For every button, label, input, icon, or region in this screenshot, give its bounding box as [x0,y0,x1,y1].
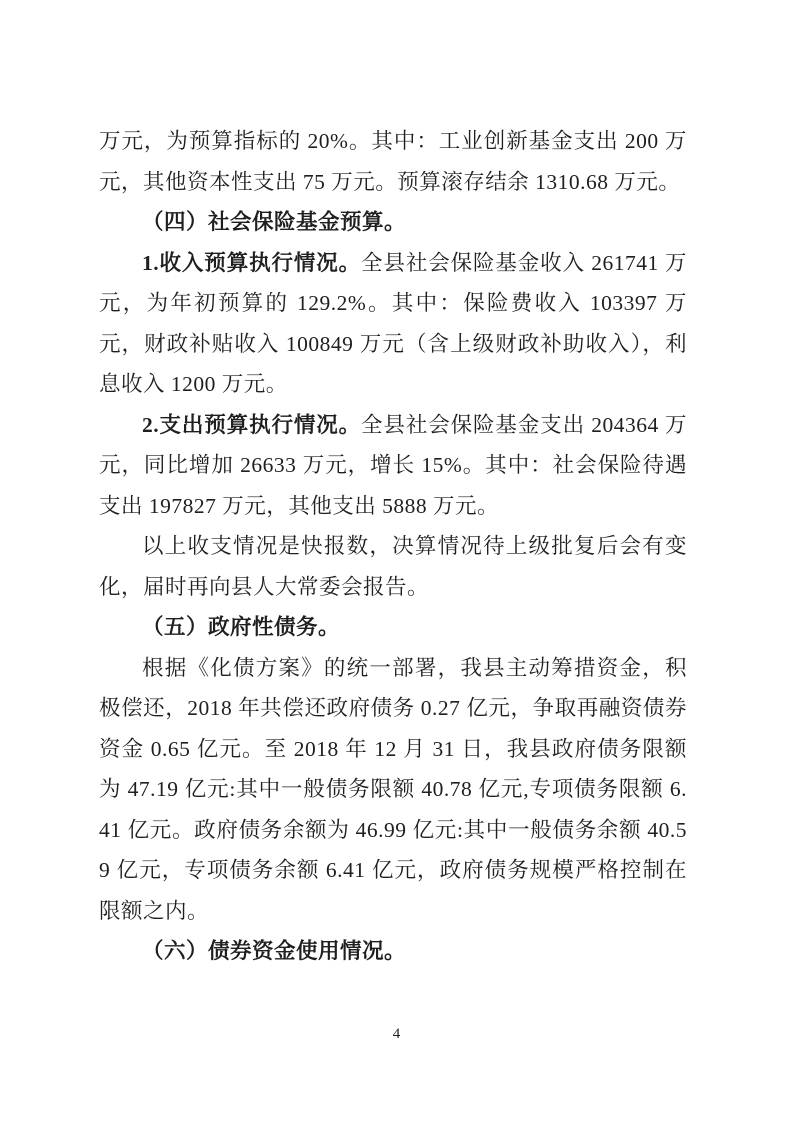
paragraph-expenditure-text: 全县社会保险基金支出 204364 万元，同比增加 26633 万元，增长 15%。其中：社会保险待遇支出 197827 万元，其他支出 5888 万元。 [99,412,687,518]
paragraph-income-text: 全县社会保险基金收入 261741 万元，为年初预算的 129.2%。其中：保险费收入 103397 万元，财政补贴收入 100849 万元（含上级财政补助收入），利息收入 1200 万元。 [99,250,687,396]
paragraph-flash-report-note: 以上收支情况是快报数，决算情况待上级批复后会有变化，届时再向县人大常委会报告。 [99,534,687,599]
paragraph-income-budget-execution [99,243,687,405]
paragraph-fund-budget-continuation: 万元，为预算指标的 20%。其中：工业创新基金支出 200 万元，其他资本性支出 75 万元。预算滚存结余 1310.68 万元。 [99,129,687,194]
page-number: 4 [392,1026,401,1042]
heading-section-five-government-debt: （五）政府性债务。 [142,615,341,639]
heading-section-six-bond-funds: （六）债券资金使用情况。 [142,939,407,963]
document-content [99,121,687,972]
paragraph-expenditure-lead: 2.支出预算执行情况。 [142,412,362,437]
paragraph-government-debt-detail: 根据《化债方案》的统一部署，我县主动筹措资金，积极偿还，2018 年共偿还政府债务 0.27 亿元，争取再融资债券资金 0.65 亿元。至 2018 年 12 月 31 日，我县政府债务限额为 47.19 亿元:其中一般债务限额 40.78 亿元,专项债务限额 6.41 亿元。政府债务余额为 46.99 亿元:其中一般债务余额 40.59 亿元，专项债务余额 6.41 亿元，政府债务规模严格控制在限额之内。 [99,655,687,923]
heading-section-four-social-insurance: （四）社会保险基金预算。 [142,210,407,234]
paragraph-income-lead: 1.收入预算执行情况。 [142,250,362,275]
paragraph-expenditure-budget-execution [99,405,687,527]
